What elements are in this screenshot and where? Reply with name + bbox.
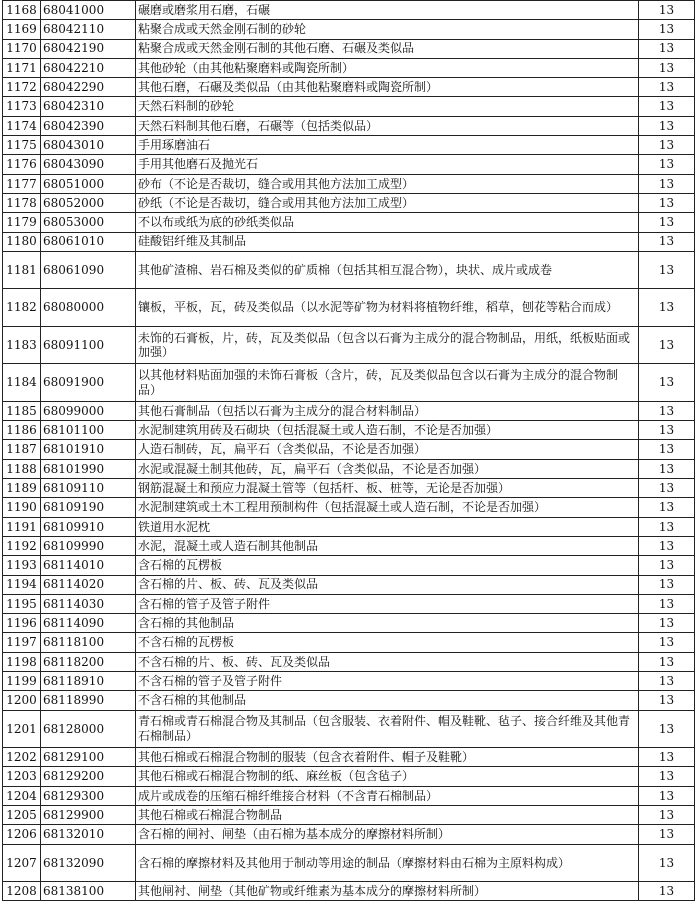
hs-code: 68109190 (41, 498, 136, 517)
row-number: 1201 (3, 710, 41, 748)
hs-code: 68091900 (41, 364, 136, 402)
table-row (3, 614, 695, 633)
hs-code: 68114030 (41, 594, 136, 613)
table-row (3, 440, 695, 459)
hs-code: 68042210 (41, 58, 136, 77)
tax-rate: 13 (639, 39, 695, 58)
tax-rate: 13 (639, 155, 695, 174)
row-number: 1207 (3, 844, 41, 882)
table-row (3, 882, 695, 901)
hs-code: 68109110 (41, 479, 136, 498)
table-row (3, 825, 695, 844)
goods-description: 含石棉的摩擦材料及其他用于制动等用途的制品（摩擦材料由石棉为主原料构成） (136, 844, 639, 882)
tax-rate: 13 (639, 97, 695, 116)
hs-code: 68118200 (41, 652, 136, 671)
table-row (3, 672, 695, 691)
table-row (3, 97, 695, 116)
table-row (3, 155, 695, 174)
goods-description: 含石棉的瓦楞板 (136, 556, 639, 575)
hs-code: 68091100 (41, 326, 136, 364)
goods-description: 不含石棉的管子及管子附件 (136, 672, 639, 691)
tax-rate: 13 (639, 710, 695, 748)
hs-code: 68114020 (41, 575, 136, 594)
table-row (3, 326, 695, 364)
tax-rate: 13 (639, 748, 695, 767)
tax-rate: 13 (639, 479, 695, 498)
row-number: 1185 (3, 401, 41, 420)
goods-description: 水泥制建筑或土木工程用预制构件（包括混凝土或人造石制，不论是否加强） (136, 498, 639, 517)
row-number: 1176 (3, 155, 41, 174)
hs-code: 68129900 (41, 806, 136, 825)
hs-code: 68080000 (41, 289, 136, 327)
tax-rate: 13 (639, 498, 695, 517)
hs-code: 68138100 (41, 882, 136, 901)
tax-rate: 13 (639, 882, 695, 901)
table-row (3, 594, 695, 613)
goods-description: 不以布或纸为底的砂纸类似品 (136, 213, 639, 232)
hs-code: 68109990 (41, 536, 136, 555)
tax-rate: 13 (639, 652, 695, 671)
row-number: 1206 (3, 825, 41, 844)
row-number: 1203 (3, 767, 41, 786)
hs-code: 68042190 (41, 39, 136, 58)
hs-code: 68061090 (41, 251, 136, 289)
table-row (3, 136, 695, 155)
goods-description: 手用其他磨石及抛光石 (136, 155, 639, 174)
row-number: 1208 (3, 882, 41, 901)
goods-description: 水泥或混凝土制其他砖，瓦，扁平石（含类似品，不论是否加强） (136, 459, 639, 478)
table-row (3, 39, 695, 58)
row-number: 1193 (3, 556, 41, 575)
tariff-table (2, 0, 695, 901)
hs-code: 68101100 (41, 421, 136, 440)
row-number: 1177 (3, 174, 41, 193)
table-row (3, 459, 695, 478)
tax-rate: 13 (639, 213, 695, 232)
tax-rate: 13 (639, 20, 695, 39)
row-number: 1183 (3, 326, 41, 364)
tax-rate: 13 (639, 767, 695, 786)
table-row (3, 58, 695, 77)
goods-description: 钢筋混凝土和预应力混凝土管等（包括杆、板、桩等，无论是否加强） (136, 479, 639, 498)
table-row (3, 116, 695, 135)
tax-rate: 13 (639, 289, 695, 327)
hs-code: 68042310 (41, 97, 136, 116)
table-row (3, 844, 695, 882)
goods-description: 其他砂轮（由其他粘聚磨料或陶瓷所制） (136, 58, 639, 77)
goods-description: 硅酸铝纤维及其制品 (136, 232, 639, 251)
hs-code: 68101910 (41, 440, 136, 459)
table-row (3, 421, 695, 440)
tax-rate: 13 (639, 825, 695, 844)
goods-description: 其他石磨，石碾及类似品（由其他粘聚磨料或陶瓷所制） (136, 78, 639, 97)
table-row (3, 401, 695, 420)
tax-rate: 13 (639, 614, 695, 633)
hs-code: 68099000 (41, 401, 136, 420)
goods-description: 粘聚合成或天然金刚石制的砂轮 (136, 20, 639, 39)
goods-description: 不含石棉的瓦楞板 (136, 633, 639, 652)
row-number: 1184 (3, 364, 41, 402)
table-row (3, 556, 695, 575)
goods-description: 不含石棉的其他制品 (136, 691, 639, 710)
tax-rate: 13 (639, 174, 695, 193)
row-number: 1171 (3, 58, 41, 77)
goods-description: 成片或成卷的压缩石棉纤维接合材料（不含青石棉制品） (136, 786, 639, 805)
goods-description: 其他石膏制品（包括以石膏为主成分的混合材料制品） (136, 401, 639, 420)
tax-rate: 13 (639, 536, 695, 555)
tax-rate: 13 (639, 556, 695, 575)
table-row (3, 575, 695, 594)
table-row (3, 193, 695, 212)
goods-description: 含石棉的其他制品 (136, 614, 639, 633)
table-row (3, 748, 695, 767)
hs-code: 68042110 (41, 20, 136, 39)
tax-rate: 13 (639, 401, 695, 420)
table-row (3, 767, 695, 786)
tax-rate: 13 (639, 459, 695, 478)
table-row (3, 691, 695, 710)
row-number: 1199 (3, 672, 41, 691)
goods-description: 含石棉的管子及管子附件 (136, 594, 639, 613)
table-row (3, 806, 695, 825)
tax-rate: 13 (639, 594, 695, 613)
table-row (3, 536, 695, 555)
hs-code: 68043090 (41, 155, 136, 174)
tax-rate: 13 (639, 440, 695, 459)
tax-rate: 13 (639, 672, 695, 691)
tax-rate: 13 (639, 517, 695, 536)
tax-rate: 13 (639, 326, 695, 364)
goods-description: 以其他材料贴面加强的未饰石膏板（含片，砖，瓦及类似品包含以石膏为主成分的混合物制品） (136, 364, 639, 402)
goods-description: 铁道用水泥枕 (136, 517, 639, 536)
table-row (3, 251, 695, 289)
hs-code: 68051000 (41, 174, 136, 193)
goods-description: 含石棉的片、板、砖、瓦及类似品 (136, 575, 639, 594)
goods-description: 碾磨或磨浆用石磨，石碾 (136, 1, 639, 20)
hs-code: 68132010 (41, 825, 136, 844)
row-number: 1190 (3, 498, 41, 517)
hs-code: 68043010 (41, 136, 136, 155)
goods-description: 水泥制建筑用砖及石砌块（包括混凝土或人造石制，不论是否加强） (136, 421, 639, 440)
goods-description: 其他石棉或石棉混合物制品 (136, 806, 639, 825)
goods-description: 青石棉或青石棉混合物及其制品（包含服装、衣着附件、帽及鞋靴、毡子、接合纤维及其他青石棉制品） (136, 710, 639, 748)
hs-code: 68129100 (41, 748, 136, 767)
tax-rate: 13 (639, 116, 695, 135)
hs-code: 68042290 (41, 78, 136, 97)
hs-code: 68114010 (41, 556, 136, 575)
row-number: 1168 (3, 1, 41, 20)
table-row (3, 78, 695, 97)
tax-rate: 13 (639, 58, 695, 77)
goods-description: 人造石制砖，瓦，扁平石（含类似品，不论是否加强） (136, 440, 639, 459)
row-number: 1172 (3, 78, 41, 97)
tax-rate: 13 (639, 691, 695, 710)
hs-code: 68109910 (41, 517, 136, 536)
table-row (3, 289, 695, 327)
hs-code: 68041000 (41, 1, 136, 20)
hs-code: 68118990 (41, 691, 136, 710)
table-row (3, 1, 695, 20)
tax-rate: 13 (639, 806, 695, 825)
goods-description: 砂布（不论是否裁切，缝合或用其他方法加工成型） (136, 174, 639, 193)
hs-code: 68042390 (41, 116, 136, 135)
tax-rate: 13 (639, 251, 695, 289)
table-row (3, 20, 695, 39)
tax-rate: 13 (639, 78, 695, 97)
tax-rate: 13 (639, 575, 695, 594)
goods-description: 含石棉的闸衬、闸垫（由石棉为基本成分的摩擦材料所制） (136, 825, 639, 844)
goods-description: 砂纸（不论是否裁切，缝合或用其他方法加工成型） (136, 193, 639, 212)
table-row (3, 479, 695, 498)
row-number: 1202 (3, 748, 41, 767)
table-row (3, 174, 695, 193)
table-row (3, 517, 695, 536)
row-number: 1194 (3, 575, 41, 594)
goods-description: 其他闸衬、闸垫（其他矿物或纤维素为基本成分的摩擦材料所制） (136, 882, 639, 901)
table-body (3, 1, 695, 901)
hs-code: 68053000 (41, 213, 136, 232)
row-number: 1174 (3, 116, 41, 135)
row-number: 1179 (3, 213, 41, 232)
row-number: 1187 (3, 440, 41, 459)
table-row (3, 213, 695, 232)
tax-rate: 13 (639, 136, 695, 155)
hs-code: 68118100 (41, 633, 136, 652)
row-number: 1181 (3, 251, 41, 289)
row-number: 1188 (3, 459, 41, 478)
goods-description: 粘聚合成或天然金刚石制的其他石磨、石碾及类似品 (136, 39, 639, 58)
row-number: 1200 (3, 691, 41, 710)
tax-rate: 13 (639, 193, 695, 212)
row-number: 1178 (3, 193, 41, 212)
table-row (3, 710, 695, 748)
table-row (3, 652, 695, 671)
hs-code: 68129300 (41, 786, 136, 805)
table-row (3, 232, 695, 251)
tax-rate: 13 (639, 844, 695, 882)
row-number: 1191 (3, 517, 41, 536)
row-number: 1196 (3, 614, 41, 633)
row-number: 1182 (3, 289, 41, 327)
hs-code: 68061010 (41, 232, 136, 251)
goods-description: 其他矿渣棉、岩石棉及类似的矿质棉（包括其相互混合物），块状、成片或成卷 (136, 251, 639, 289)
row-number: 1192 (3, 536, 41, 555)
table-row (3, 786, 695, 805)
hs-code: 68128000 (41, 710, 136, 748)
tax-rate: 13 (639, 421, 695, 440)
row-number: 1186 (3, 421, 41, 440)
table-row (3, 498, 695, 517)
row-number: 1195 (3, 594, 41, 613)
row-number: 1189 (3, 479, 41, 498)
table-row (3, 364, 695, 402)
tax-rate: 13 (639, 633, 695, 652)
goods-description: 天然石料制的砂轮 (136, 97, 639, 116)
goods-description: 天然石料制其他石磨，石碾等（包括类似品） (136, 116, 639, 135)
tax-rate: 13 (639, 364, 695, 402)
goods-description: 其他石棉或石棉混合物制的纸、麻丝板（包含毡子） (136, 767, 639, 786)
hs-code: 68114090 (41, 614, 136, 633)
row-number: 1204 (3, 786, 41, 805)
hs-code: 68129200 (41, 767, 136, 786)
row-number: 1173 (3, 97, 41, 116)
row-number: 1169 (3, 20, 41, 39)
row-number: 1205 (3, 806, 41, 825)
goods-description: 其他石棉或石棉混合物制的服装（包含衣着附件、帽子及鞋靴） (136, 748, 639, 767)
goods-description: 不含石棉的片、板、砖、瓦及类似品 (136, 652, 639, 671)
tax-rate: 13 (639, 1, 695, 20)
hs-code: 68101990 (41, 459, 136, 478)
goods-description: 水泥，混凝土或人造石制其他制品 (136, 536, 639, 555)
goods-description: 未饰的石膏板，片，砖，瓦及类似品（包含以石膏为主成分的混合物制品，用纸，纸板贴面或加强） (136, 326, 639, 364)
tax-rate: 13 (639, 232, 695, 251)
hs-code: 68118910 (41, 672, 136, 691)
goods-description: 镶板，平板，瓦，砖及类似品（以水泥等矿物为材料将植物纤维，稻草，刨花等粘合而成） (136, 289, 639, 327)
row-number: 1175 (3, 136, 41, 155)
row-number: 1180 (3, 232, 41, 251)
row-number: 1198 (3, 652, 41, 671)
goods-description: 手用琢磨油石 (136, 136, 639, 155)
row-number: 1170 (3, 39, 41, 58)
row-number: 1197 (3, 633, 41, 652)
tax-rate: 13 (639, 786, 695, 805)
hs-code: 68052000 (41, 193, 136, 212)
hs-code: 68132090 (41, 844, 136, 882)
table-row (3, 633, 695, 652)
